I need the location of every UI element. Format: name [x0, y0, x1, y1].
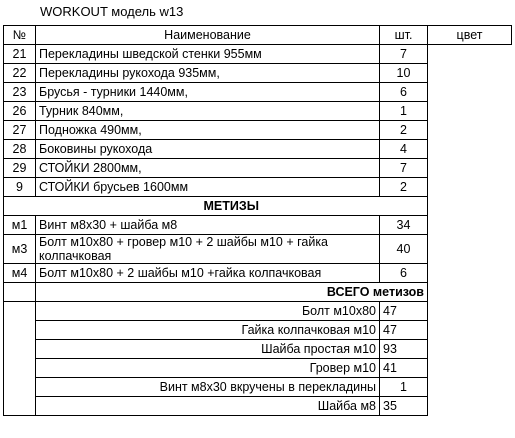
- row-name: СТОЙКИ 2800мм,: [36, 159, 380, 178]
- row-qty: 7: [380, 45, 428, 64]
- row-color: [428, 359, 512, 378]
- row-color: [428, 302, 512, 321]
- sheet-title: WORKOUT модель w13: [40, 4, 184, 19]
- row-name: Винт м8х30 вкручены в перекладины: [36, 378, 380, 397]
- header-name: Наименование: [36, 26, 380, 45]
- table-row: [4, 378, 512, 397]
- row-color: [428, 397, 512, 416]
- table-row: [4, 264, 512, 283]
- row-qty: 2: [380, 121, 428, 140]
- row-num: 21: [4, 45, 36, 64]
- table-row: [4, 359, 512, 378]
- hardware-heading-row: [4, 197, 512, 216]
- row-name: Перекладины шведской стенки 955мм: [36, 45, 380, 64]
- totals-heading: ВСЕГО метизов: [36, 283, 428, 302]
- row-color: [428, 140, 512, 159]
- table-row: [4, 159, 512, 178]
- header-num: №: [4, 26, 36, 45]
- row-name: Боковины рукохода: [36, 140, 380, 159]
- row-num: м1: [4, 216, 36, 235]
- table-row: [4, 83, 512, 102]
- row-num: м4: [4, 264, 36, 283]
- row-qty: 6: [380, 83, 428, 102]
- row-qty: 40: [380, 235, 428, 264]
- row-num: [4, 397, 36, 416]
- header-qty: шт.: [380, 26, 428, 45]
- row-color: [428, 121, 512, 140]
- row-qty: 1: [380, 102, 428, 121]
- parts-table: [3, 25, 512, 416]
- row-name: Перекладины рукохода 935мм,: [36, 64, 380, 83]
- row-color: [428, 159, 512, 178]
- row-color: [428, 264, 512, 283]
- row-num: [4, 321, 36, 340]
- row-color: [428, 178, 512, 197]
- row-num: 9: [4, 178, 36, 197]
- row-qty: 4: [380, 140, 428, 159]
- row-num: [4, 340, 36, 359]
- row-num: 23: [4, 83, 36, 102]
- row-color: [428, 235, 512, 264]
- row-qty: 34: [380, 216, 428, 235]
- row-name: Гайка колпачковая м10: [36, 321, 380, 340]
- row-qty: 47: [380, 302, 428, 321]
- hardware-heading: МЕТИЗЫ: [36, 197, 428, 216]
- row-color: [428, 378, 512, 397]
- row-name: Болт м10х80 + гровер м10 + 2 шайбы м10 + гайка колпачковая: [36, 235, 380, 264]
- table-row: [4, 140, 512, 159]
- row-num: [4, 378, 36, 397]
- row-color: [428, 102, 512, 121]
- row-color: [428, 340, 512, 359]
- row-color: [428, 216, 512, 235]
- row-name: СТОЙКИ брусьев 1600мм: [36, 178, 380, 197]
- row-qty: 47: [380, 321, 428, 340]
- row-color: [428, 64, 512, 83]
- table-row: [4, 216, 512, 235]
- row-name: Болт м10х80 + 2 шайбы м10 +гайка колпачковая: [36, 264, 380, 283]
- row-name: Шайба м8: [36, 397, 380, 416]
- row-qty: 7: [380, 159, 428, 178]
- header-row: [4, 26, 512, 45]
- row-color: [428, 45, 512, 64]
- table-row: [4, 102, 512, 121]
- table-row: [4, 321, 512, 340]
- row-name: Подножка 490мм,: [36, 121, 380, 140]
- heading-spacer: [4, 197, 36, 216]
- row-color: [428, 321, 512, 340]
- totals-heading-row: [4, 283, 512, 302]
- table-row: [4, 45, 512, 64]
- row-num: м3: [4, 235, 36, 264]
- row-name: Шайба простая м10: [36, 340, 380, 359]
- table-row: [4, 397, 512, 416]
- row-qty: 41: [380, 359, 428, 378]
- row-num: 29: [4, 159, 36, 178]
- row-num: 26: [4, 102, 36, 121]
- table-row: [4, 178, 512, 197]
- heading-spacer: [4, 283, 36, 302]
- row-name: Гровер м10: [36, 359, 380, 378]
- table-row: [4, 64, 512, 83]
- table-row: [4, 302, 512, 321]
- blank-cell: [428, 283, 512, 302]
- row-num: [4, 302, 36, 321]
- row-qty: 35: [380, 397, 428, 416]
- row-name: Турник 840мм,: [36, 102, 380, 121]
- table-row: [4, 340, 512, 359]
- row-color: [428, 83, 512, 102]
- header-color: цвет: [428, 26, 512, 45]
- table-row: [4, 121, 512, 140]
- row-qty: 2: [380, 178, 428, 197]
- row-num: 22: [4, 64, 36, 83]
- row-qty: 6: [380, 264, 428, 283]
- row-qty: 1: [380, 378, 428, 397]
- row-qty: 93: [380, 340, 428, 359]
- row-num: [4, 359, 36, 378]
- row-name: Винт м8х30 + шайба м8: [36, 216, 380, 235]
- row-num: 28: [4, 140, 36, 159]
- blank-cell: [428, 197, 512, 216]
- row-name: Болт м10х80: [36, 302, 380, 321]
- row-name: Брусья - турники 1440мм,: [36, 83, 380, 102]
- table-row: [4, 235, 512, 264]
- row-num: 27: [4, 121, 36, 140]
- row-qty: 10: [380, 64, 428, 83]
